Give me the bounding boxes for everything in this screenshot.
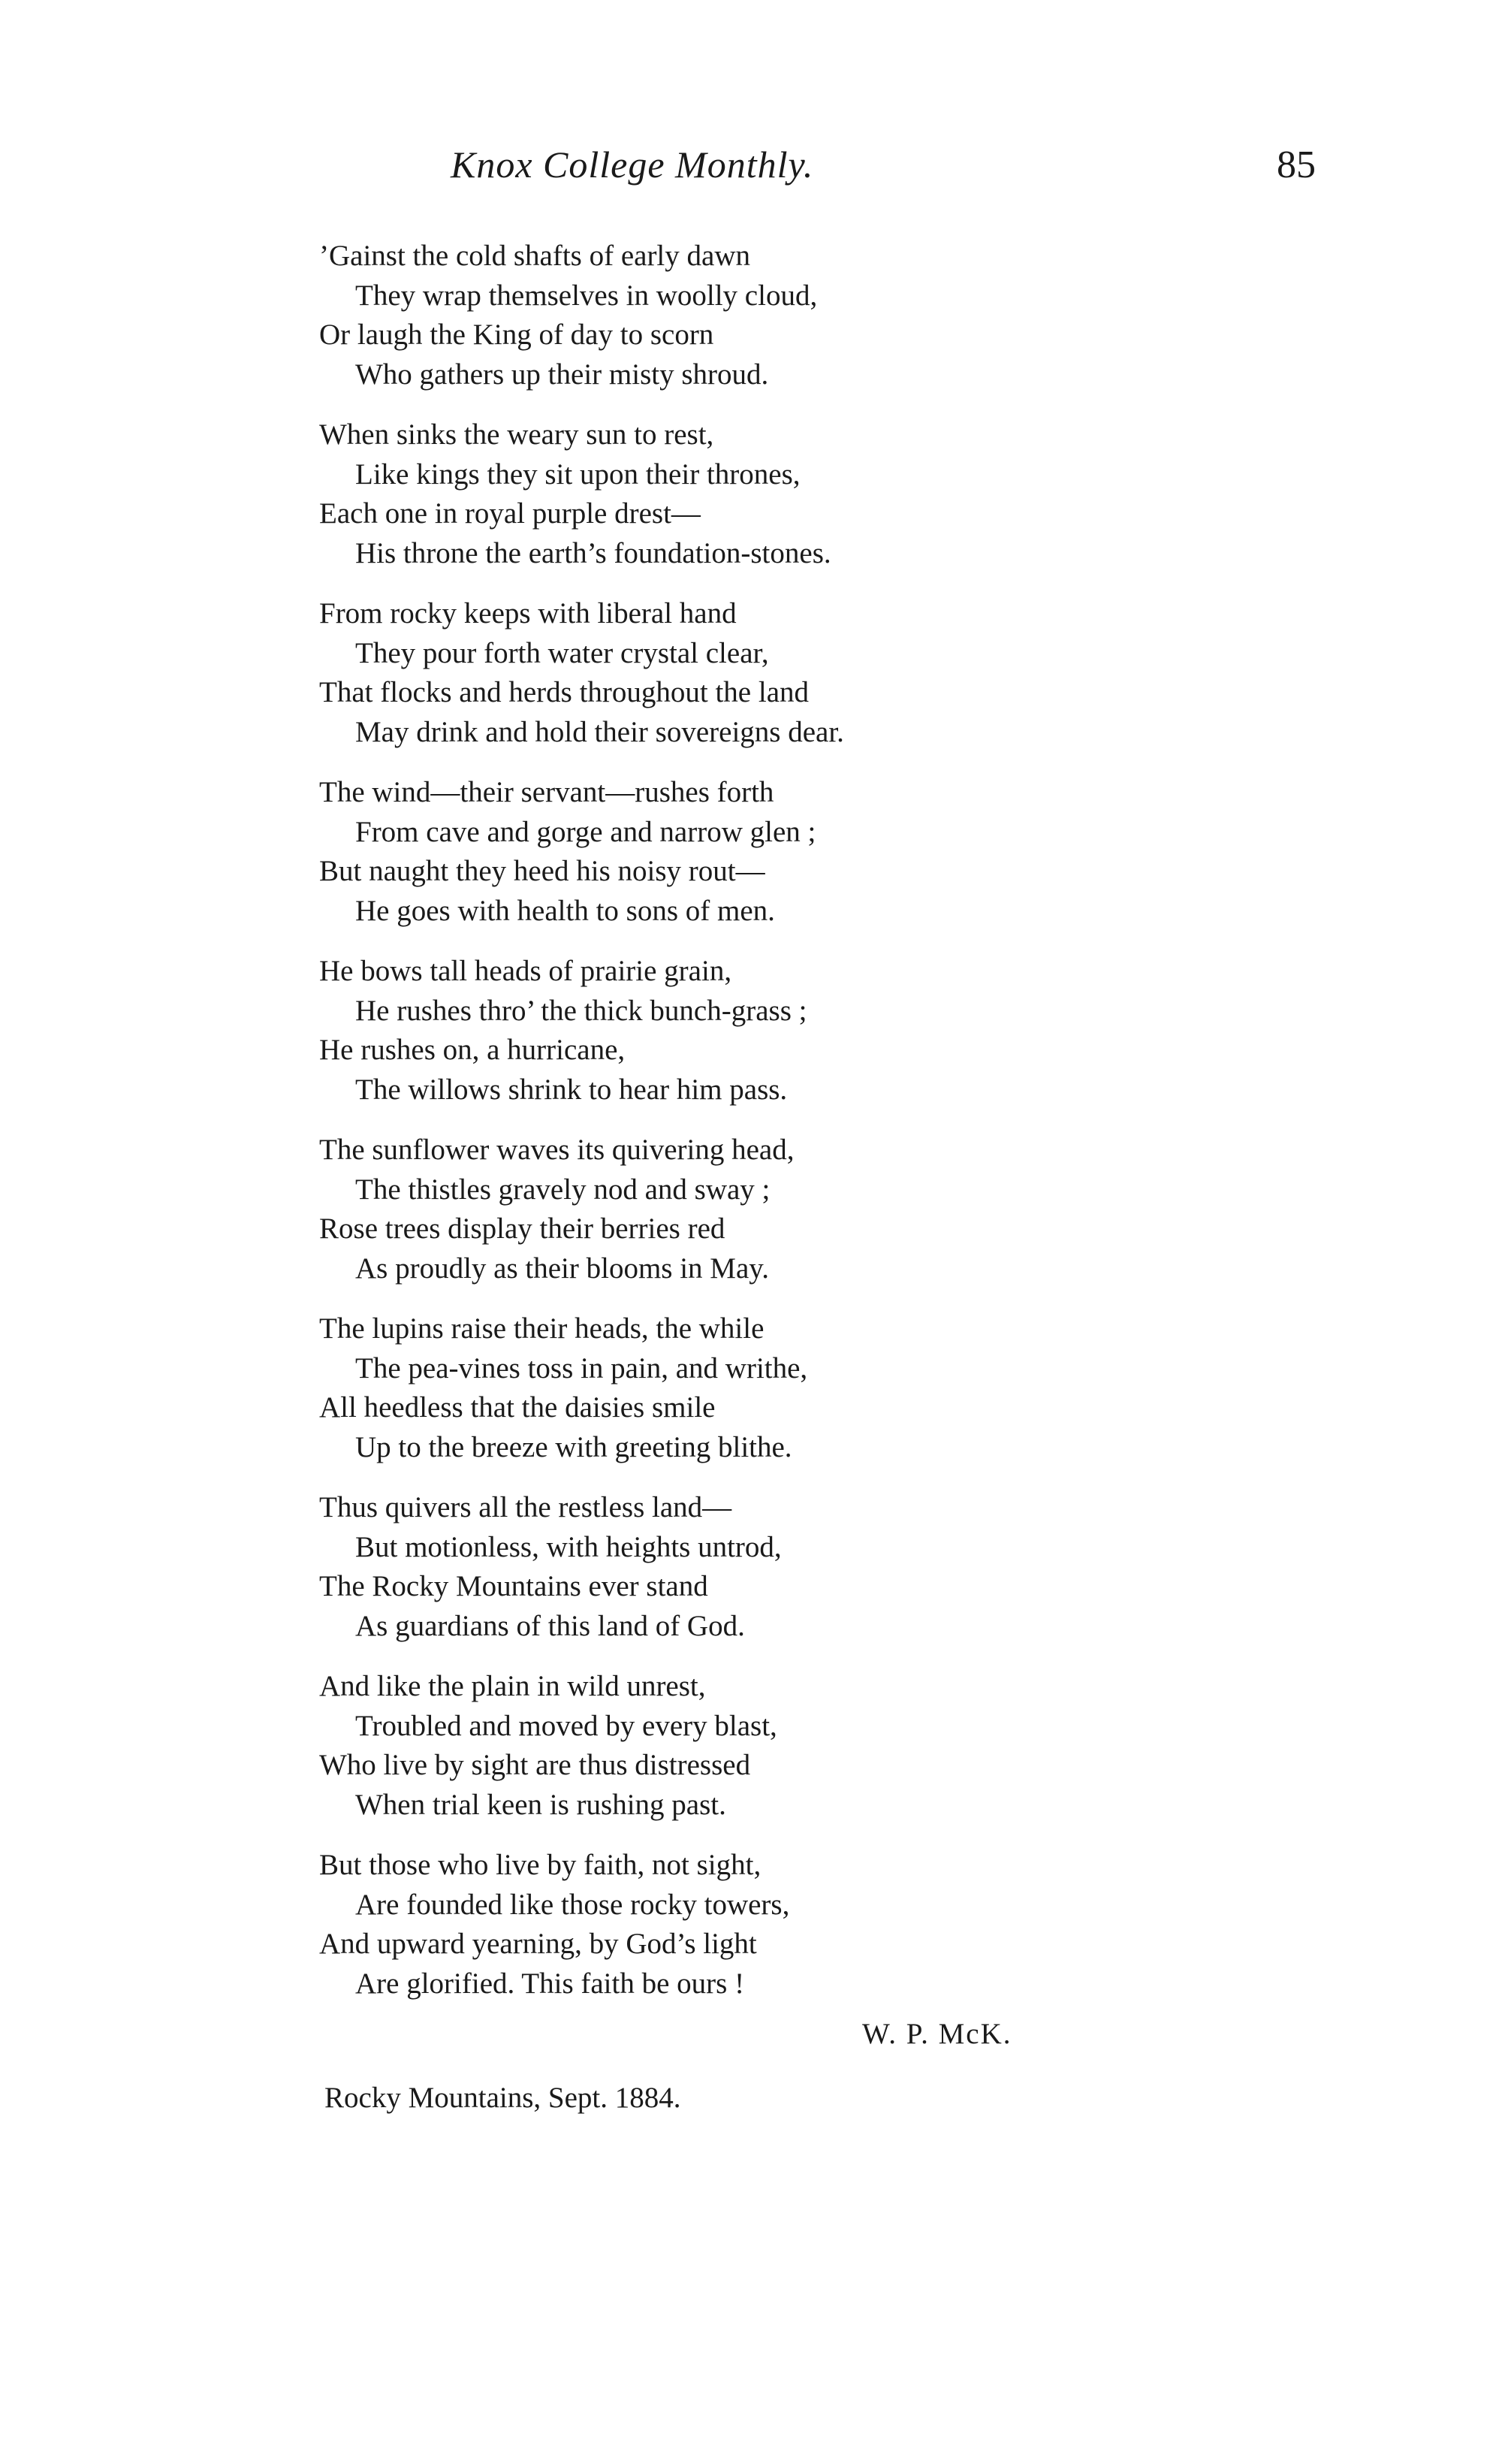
stanza	[319, 1131, 1295, 1288]
dateline: Rocky Mountains, Sept. 1884.	[324, 2082, 681, 2114]
running-head	[0, 143, 1505, 203]
stanza	[319, 594, 1295, 752]
poem-line: As proudly as their blooms in May.	[355, 1252, 770, 1285]
poem	[319, 237, 1295, 2025]
stanza	[319, 1667, 1295, 1825]
poem-line: He rushes on, a hurricane,	[319, 1034, 626, 1066]
poem-line: They wrap themselves in woolly cloud,	[355, 279, 818, 312]
poem-line: Or laugh the King of day to scorn	[319, 319, 714, 351]
poem-line: Are founded like those rocky towers,	[355, 1888, 790, 1921]
stanza	[319, 1309, 1295, 1467]
stanza	[319, 773, 1295, 931]
poem-line: Like kings they sit upon their thrones,	[355, 457, 801, 491]
poem-line: They pour forth water crystal clear,	[355, 636, 769, 669]
stanza	[319, 415, 1295, 573]
stanza	[319, 952, 1295, 1110]
poem-line: From rocky keeps with liberal hand	[319, 597, 737, 630]
poem-line: The wind—their servant—rushes forth	[319, 776, 774, 808]
poem-line: From cave and gorge and narrow glen ;	[355, 815, 816, 848]
poem-line: But motionless, with heights untrod,	[355, 1530, 782, 1563]
stanza	[319, 237, 1295, 394]
author-signature: W. P. McK.	[862, 2018, 1012, 2050]
poem-line: Are glorified. This faith be ours !	[355, 1967, 745, 2000]
poem-line: Rose trees display their berries red	[319, 1212, 725, 1245]
poem-line: Each one in royal purple drest—	[319, 497, 701, 530]
poem-line: All heedless that the daisies smile	[319, 1391, 716, 1424]
poem-line: Up to the breeze with greeting blithe.	[355, 1430, 792, 1463]
poem-line: The thistles gravely nod and sway ;	[355, 1173, 771, 1206]
poem-line: When sinks the weary sun to rest,	[319, 418, 714, 451]
poem-line: That flocks and herds throughout the land	[319, 676, 810, 708]
poem-line: And upward yearning, by God’s light	[319, 1928, 757, 1960]
stanza	[319, 1488, 1295, 1646]
poem-line: When trial keen is rushing past.	[355, 1788, 726, 1821]
poem-line: But naught they heed his noisy rout—	[319, 855, 765, 887]
poem-line: The pea-vines toss in pain, and writhe,	[355, 1351, 808, 1384]
stanza	[319, 1846, 1295, 2004]
poem-line: The lupins raise their heads, the while	[319, 1312, 765, 1345]
poem-line: Who live by sight are thus distressed	[319, 1749, 751, 1781]
poem-line: The willows shrink to hear him pass.	[355, 1073, 788, 1106]
journal-title: Knox College Monthly.	[451, 143, 814, 186]
poem-line: Who gathers up their misty shroud.	[355, 358, 769, 391]
poem-line: The sunflower waves its quivering head,	[319, 1134, 795, 1166]
page-number: 85	[1277, 143, 1316, 186]
poem-line: He rushes thro’ the thick bunch-grass ;	[355, 994, 807, 1027]
poem-line: Troubled and moved by every blast,	[355, 1709, 777, 1742]
poem-line: But those who live by faith, not sight,	[319, 1849, 762, 1881]
poem-line: And like the plain in wild unrest,	[319, 1670, 706, 1702]
poem-line: ’Gainst the cold shafts of early dawn	[319, 240, 750, 272]
poem-line: As guardians of this land of God.	[355, 1609, 745, 1642]
poem-line: His throne the earth’s foundation-stones.	[355, 536, 831, 569]
poem-line: May drink and hold their sovereigns dear.	[355, 715, 844, 748]
poem-line: He goes with health to sons of men.	[355, 894, 775, 927]
poem-line: He bows tall heads of prairie grain,	[319, 955, 732, 987]
poem-line: The Rocky Mountains ever stand	[319, 1570, 708, 1602]
poem-line: Thus quivers all the restless land—	[319, 1491, 732, 1523]
